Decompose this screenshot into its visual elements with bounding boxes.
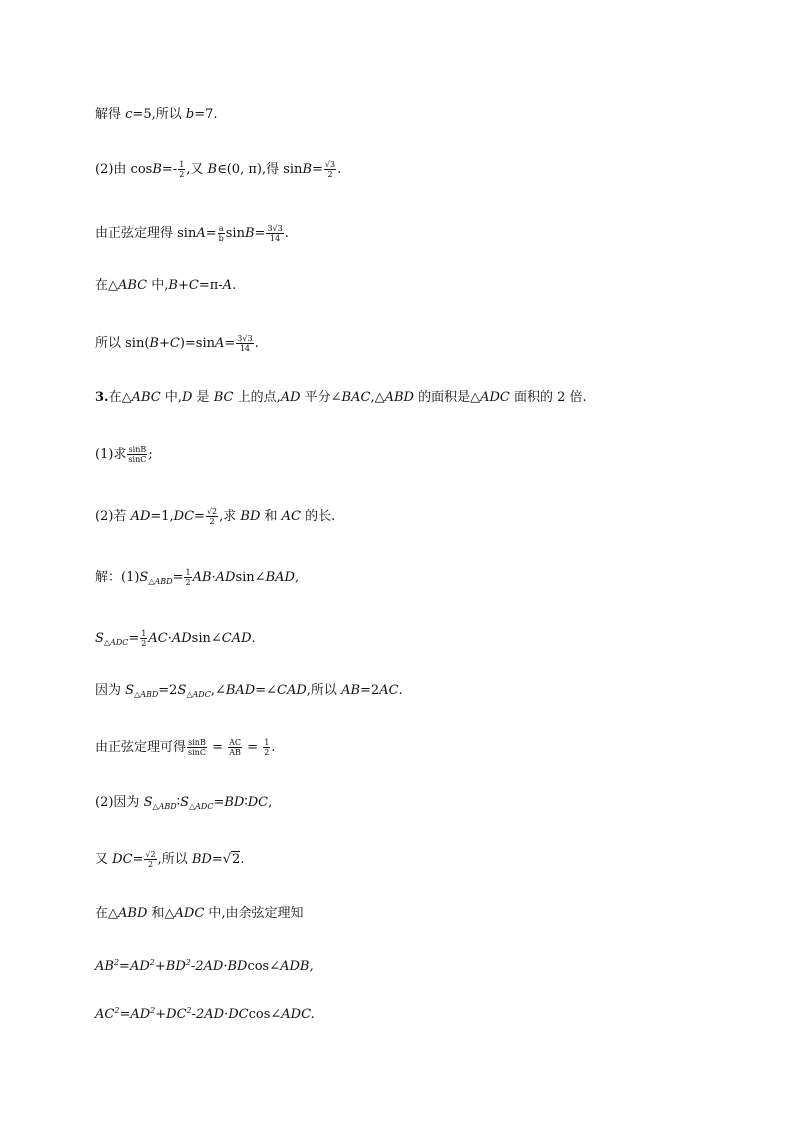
- denominator: sinC: [128, 455, 147, 464]
- fraction: [206, 507, 218, 526]
- numerator: √2: [206, 507, 218, 516]
- text: ∶: [176, 795, 181, 810]
- line-cosine-law-ac: [95, 1003, 315, 1023]
- text: ;: [148, 447, 153, 462]
- denominator: 2: [264, 748, 270, 757]
- text: =: [213, 795, 225, 810]
- var: BAD: [265, 570, 295, 585]
- line-triangle-angle-sum: [95, 278, 236, 294]
- fraction: [127, 445, 147, 464]
- var: AD: [203, 959, 224, 974]
- var: AD: [280, 390, 301, 405]
- text: .: [398, 683, 403, 698]
- text: 的长.: [301, 509, 336, 524]
- var: D: [181, 390, 193, 405]
- var: A: [222, 278, 233, 293]
- fraction: [178, 160, 185, 179]
- text: =-: [161, 162, 178, 177]
- var: c: [125, 107, 133, 122]
- text: =: [194, 509, 205, 524]
- text: =: [312, 162, 323, 177]
- fraction: [187, 738, 207, 757]
- fraction: [144, 850, 156, 869]
- text: =: [119, 959, 130, 974]
- text: 的面积是△: [413, 390, 481, 405]
- text: =: [205, 226, 217, 241]
- text: =π-: [198, 278, 223, 293]
- var: BD: [224, 795, 245, 810]
- var: AC: [281, 509, 301, 524]
- var: DC: [228, 1007, 249, 1022]
- solution-area-adc: [95, 629, 256, 651]
- text: .: [232, 278, 237, 293]
- text: ,△: [370, 390, 385, 405]
- var: ABD: [384, 390, 414, 405]
- text: =1,: [150, 509, 174, 524]
- text: 上的点,: [233, 390, 281, 405]
- text: 在△: [95, 906, 118, 921]
- text: .: [251, 631, 256, 646]
- var: ABC: [118, 278, 148, 293]
- var: DC: [247, 795, 269, 810]
- text: .: [337, 162, 342, 177]
- denominator: 2: [147, 860, 154, 869]
- text: 和△: [147, 906, 175, 921]
- numerator: a: [218, 224, 224, 233]
- line-sine-ratio: [95, 738, 275, 757]
- var: CAD: [221, 631, 252, 646]
- text: (2)由 cos: [95, 162, 153, 177]
- var: BD: [165, 959, 186, 974]
- text: =: [207, 740, 228, 755]
- fraction: [263, 738, 270, 757]
- text: ·: [167, 631, 172, 646]
- numerator: sinB: [188, 738, 206, 747]
- var: DC: [173, 509, 195, 524]
- text: .: [271, 740, 276, 755]
- text: )=sin: [179, 336, 215, 351]
- text: ·: [223, 959, 228, 974]
- fraction: [218, 224, 225, 243]
- var: B: [152, 162, 162, 177]
- var: b: [185, 107, 195, 122]
- text: +: [177, 278, 189, 293]
- text: 由正弦定理得 sin: [95, 226, 197, 241]
- text: =: [128, 631, 140, 646]
- text: -2: [191, 1007, 205, 1022]
- denominator: 2: [327, 170, 333, 179]
- line-sine-law-sinA: [95, 224, 289, 243]
- line-part2-cosB: [95, 160, 341, 179]
- text: ,∠: [210, 683, 226, 698]
- numerator: √2: [145, 850, 156, 859]
- text: =: [254, 226, 266, 241]
- superscript: 2: [149, 958, 155, 967]
- var: DC: [112, 852, 133, 867]
- text: +: [155, 1007, 167, 1022]
- denominator: 2: [179, 170, 185, 179]
- denominator: 14: [239, 344, 251, 353]
- subscript: △ABD: [148, 577, 173, 586]
- text: 在△: [95, 278, 118, 293]
- var: C: [169, 336, 180, 351]
- text: 在△: [108, 390, 132, 405]
- text: =∠: [255, 683, 278, 698]
- var: ADC: [480, 390, 510, 405]
- fraction: [184, 568, 191, 587]
- var: BC: [213, 390, 234, 405]
- var: AB: [341, 683, 361, 698]
- line-bd-value: [95, 850, 244, 869]
- text: =: [132, 852, 144, 867]
- var: AD: [215, 570, 236, 585]
- text: ,所以: [157, 852, 192, 867]
- text: ,: [309, 959, 314, 974]
- denominator: 14: [269, 234, 281, 243]
- text: ∈(0, π),得 sin: [217, 162, 303, 177]
- numerator: 1: [141, 629, 147, 638]
- text: ∶: [244, 795, 248, 810]
- subscript: △ADC: [189, 802, 214, 811]
- text: 平分∠: [300, 390, 342, 405]
- var: S: [139, 570, 149, 585]
- denominator: 2: [209, 517, 215, 526]
- problem-number: 3.: [95, 390, 109, 405]
- text: ,: [268, 795, 273, 810]
- text: 面积的 2 倍.: [509, 390, 587, 405]
- text: .: [254, 336, 259, 351]
- numerator: 3√3: [267, 224, 283, 233]
- text: =√: [211, 852, 232, 867]
- text: 解：(1): [95, 570, 140, 585]
- text: cos∠: [247, 959, 281, 974]
- text: =2: [360, 683, 380, 698]
- text: 和: [260, 509, 282, 524]
- var: S: [95, 631, 104, 646]
- var: S: [180, 795, 189, 810]
- var: B: [302, 162, 312, 177]
- superscript: 2: [186, 1006, 192, 1015]
- text: cos∠: [248, 1007, 282, 1022]
- text: =: [172, 570, 184, 585]
- numerator: AC: [229, 738, 242, 747]
- fraction: [236, 334, 253, 353]
- var: BAC: [341, 390, 371, 405]
- text: 中,: [147, 278, 169, 293]
- numerator: sinB: [128, 445, 147, 454]
- text: (2)因为: [95, 795, 144, 810]
- var: A: [196, 226, 206, 241]
- fraction: [324, 160, 336, 179]
- text: =7.: [194, 107, 218, 122]
- subscript: △ADC: [186, 690, 211, 699]
- text: 中,: [160, 390, 182, 405]
- denominator: b: [218, 234, 224, 243]
- text: =: [243, 740, 263, 755]
- var: AD: [171, 631, 192, 646]
- text: ,: [294, 570, 300, 585]
- text: sin∠: [235, 570, 266, 585]
- subscript: △ABD: [152, 802, 177, 811]
- var: AC: [379, 683, 399, 698]
- numerator: 3√3: [237, 334, 253, 343]
- var: BD: [191, 852, 212, 867]
- solution-area-abd: [95, 568, 299, 590]
- var: AD: [204, 1007, 225, 1022]
- text: 又: [95, 852, 113, 867]
- var: ADC: [174, 906, 205, 921]
- text: ,所以: [306, 683, 342, 698]
- var: AB: [192, 570, 212, 585]
- fraction: [140, 629, 147, 648]
- question-2: [95, 507, 335, 526]
- var: A: [215, 336, 225, 351]
- var: ADB: [280, 959, 310, 974]
- superscript: 2: [150, 1006, 156, 1015]
- numerator: 1: [179, 160, 185, 169]
- var: C: [188, 278, 199, 293]
- var: ABD: [118, 906, 148, 921]
- var: B: [149, 336, 159, 351]
- question-1: [95, 445, 153, 464]
- var: AD: [130, 1007, 151, 1022]
- denominator: 2: [141, 639, 147, 648]
- text: 所以 sin(: [95, 336, 150, 351]
- var: B: [244, 226, 255, 241]
- var: ADC: [281, 1007, 311, 1022]
- superscript: 2: [114, 1006, 120, 1015]
- subscript: △ABD: [134, 690, 159, 699]
- text: =: [119, 1007, 131, 1022]
- text: ,又: [186, 162, 208, 177]
- var: BD: [227, 959, 248, 974]
- superscript: 2: [185, 958, 191, 967]
- var: AB: [95, 959, 114, 974]
- line-sin-b-plus-c: [95, 334, 259, 353]
- text: =: [224, 336, 236, 351]
- fraction: [266, 224, 283, 243]
- numerator: 1: [264, 738, 270, 747]
- line-cosine-law-ab: [95, 955, 314, 975]
- text: -2: [190, 959, 204, 974]
- text: sin∠: [191, 631, 222, 646]
- text: .: [240, 852, 245, 867]
- line-solve-c-b: [95, 107, 217, 123]
- var: CAD: [277, 683, 307, 698]
- superscript: 2: [113, 958, 120, 967]
- text: 是: [192, 390, 214, 405]
- var: S: [125, 683, 135, 698]
- text: =2: [158, 683, 178, 698]
- radicand: 2: [232, 852, 241, 867]
- text: 由正弦定理可得: [95, 740, 187, 755]
- var: DC: [166, 1007, 187, 1022]
- line-ab-equals-2ac: [95, 683, 403, 703]
- text: .: [284, 226, 289, 241]
- text: +: [154, 959, 166, 974]
- var: AC: [148, 631, 168, 646]
- line-cosine-law-intro: [95, 906, 304, 922]
- text: ,求: [219, 509, 241, 524]
- text: =5,所以: [132, 107, 186, 122]
- text: sin: [225, 226, 245, 241]
- var: S: [143, 795, 153, 810]
- text: (2)若: [95, 509, 131, 524]
- fraction: [228, 738, 242, 757]
- numerator: √3: [324, 160, 336, 169]
- text: .: [310, 1007, 315, 1022]
- var: B: [207, 162, 218, 177]
- subscript: △ADC: [103, 638, 129, 647]
- denominator: 2: [185, 578, 191, 587]
- text: 中,由余弦定理知: [204, 906, 304, 921]
- var: AC: [95, 1007, 115, 1022]
- var: AD: [130, 509, 151, 524]
- text: ·: [211, 570, 216, 585]
- text: 解得: [95, 107, 126, 122]
- text: 因为: [95, 683, 126, 698]
- denominator: AB: [229, 748, 241, 757]
- var: ABC: [131, 390, 161, 405]
- var: B: [168, 278, 178, 293]
- text: ·: [224, 1007, 229, 1022]
- problem-3-statement: [95, 390, 587, 406]
- var: S: [177, 683, 187, 698]
- numerator: 1: [185, 568, 191, 577]
- var: AD: [129, 959, 150, 974]
- text: +: [158, 336, 170, 351]
- denominator: sinC: [188, 748, 206, 757]
- line-area-ratio: [95, 795, 272, 815]
- var: BD: [240, 509, 261, 524]
- var: BAD: [225, 683, 256, 698]
- text: (1)求: [95, 447, 127, 462]
